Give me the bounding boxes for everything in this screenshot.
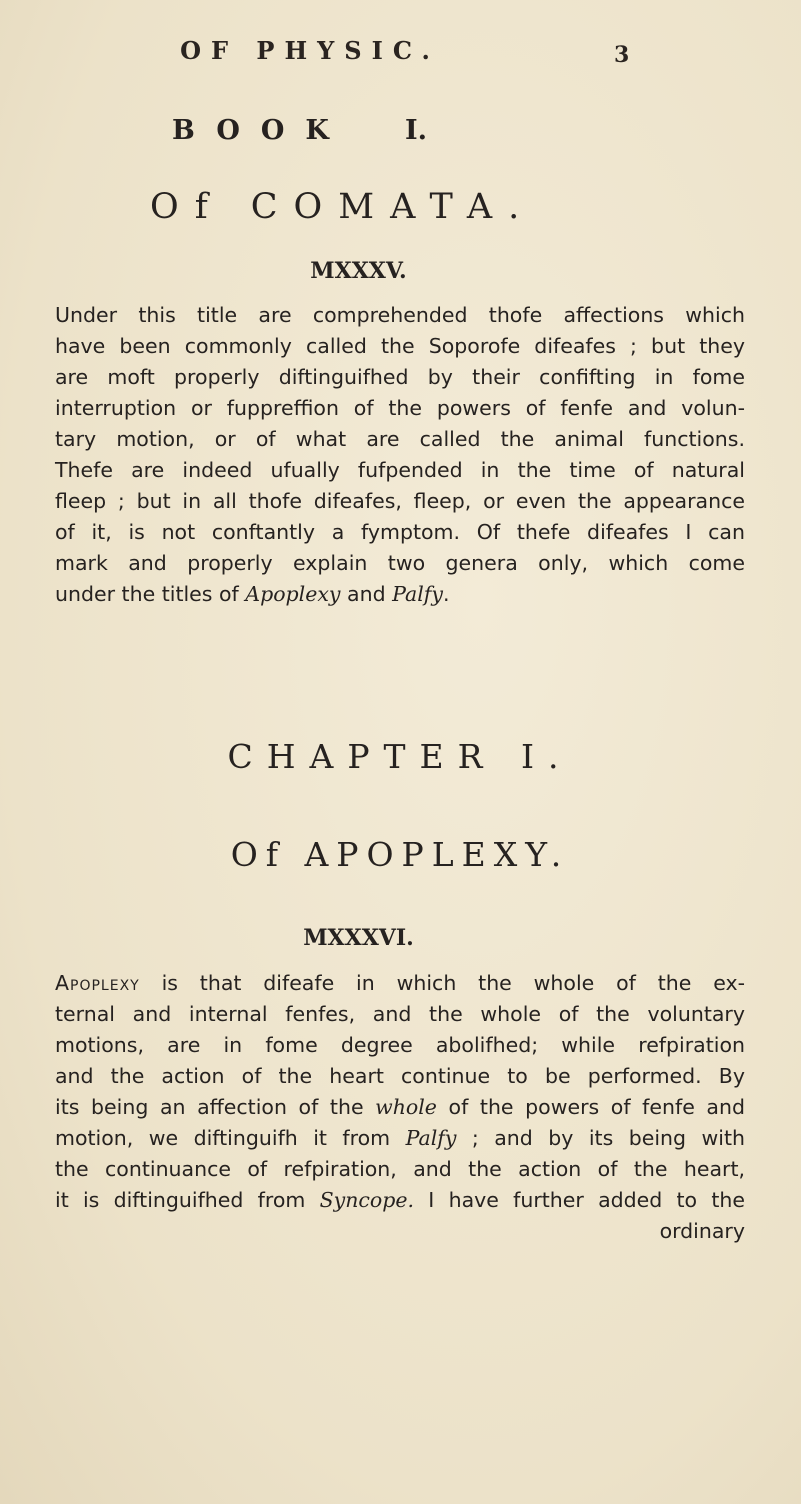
text-line: and the action of the heart continue to be performed. By xyxy=(55,1064,745,1088)
text-line: Under this title are comprehended thofe affections which xyxy=(55,303,745,327)
text-segment: under the titles of xyxy=(55,582,246,606)
italic-term: Syncope. xyxy=(319,1188,415,1212)
text-line: Thefe are indeed ufually fufpended in the time of natural xyxy=(55,458,745,482)
text-line: ternal and internal fenfes, and the whole of the voluntary xyxy=(55,1002,745,1026)
text-line: motions, are in fome degree abolifhed; while refpiration xyxy=(55,1033,745,1057)
running-title: OF PHYSIC. xyxy=(180,36,440,65)
book-word: BOOK xyxy=(172,115,350,146)
text-line: mark and properly explain two genera only, which come xyxy=(55,551,745,575)
subject-heading: Of APOPLEXY. xyxy=(230,835,570,874)
text-line: tary motion, or of what are called the animal functions. xyxy=(55,427,745,451)
text-line: the continuance of refpiration, and the action of the heart, xyxy=(55,1157,745,1181)
catchword: ordinary xyxy=(659,1219,745,1243)
paragraph xyxy=(55,968,745,1247)
part-heading: Of COMATA. xyxy=(150,187,536,227)
text-segment: I have further added to the xyxy=(414,1188,745,1212)
text-line: interruption or fuppreffion of the powers of fenfe and volun- xyxy=(55,396,745,420)
text-segment: ; and by its being with xyxy=(456,1126,745,1150)
text-line: are moft properly diftinguifhed by their confifting in fome xyxy=(55,365,745,389)
lead-word: Apoplexy xyxy=(55,971,140,995)
italic-term: Apoplexy xyxy=(245,582,341,606)
book-heading xyxy=(0,115,801,155)
text-line: fleep ; but in all thofe difeafes, fleep, or even the appearance xyxy=(55,489,745,513)
italic-term: Palfy xyxy=(392,582,443,606)
text-line xyxy=(55,968,745,999)
text-segment: motion, we diftinguifh it from xyxy=(55,1126,406,1150)
chapter-heading: CHAPTER I. xyxy=(227,737,573,776)
section-number: MXXXV. xyxy=(310,258,407,284)
text-segment: it is diftinguifhed from xyxy=(55,1188,320,1212)
text-segment: its being an affection of the xyxy=(55,1095,376,1119)
section-number: MXXXVI. xyxy=(303,925,414,951)
italic-term: whole xyxy=(375,1095,437,1119)
text-line xyxy=(55,1092,745,1123)
text-line xyxy=(55,1185,745,1216)
text-line xyxy=(55,1123,745,1154)
book-number: I. xyxy=(405,115,428,146)
paragraph xyxy=(55,300,745,610)
text-segment: is that difeafe in which the whole of the ex- xyxy=(139,971,745,995)
text-line: have been commonly called the Soporofe difeafes ; but they xyxy=(55,334,745,358)
text-line xyxy=(55,579,745,610)
italic-term: Palfy xyxy=(405,1126,457,1150)
text-line: of it, is not conftantly a fymptom. Of thefe difeafes I can xyxy=(55,520,745,544)
text-segment: and xyxy=(340,582,393,606)
text-segment: . xyxy=(442,582,450,606)
running-head xyxy=(0,36,801,76)
text-segment: of the powers of fenfe and xyxy=(436,1095,745,1119)
page-number: 3 xyxy=(614,42,630,68)
